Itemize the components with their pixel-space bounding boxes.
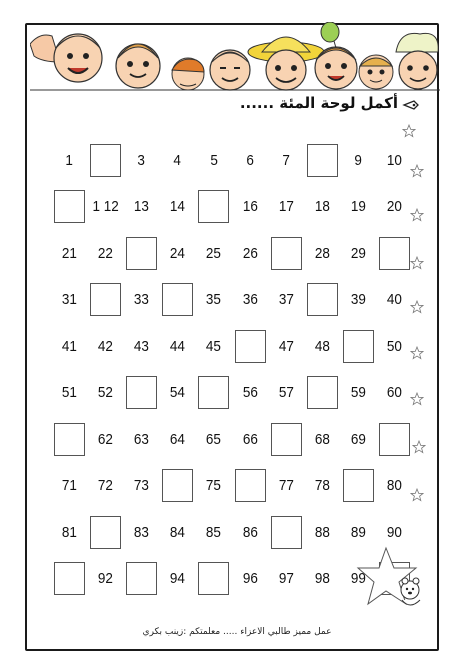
- number-cell: [197, 143, 231, 177]
- number-cell: [52, 469, 86, 503]
- blank-number-box[interactable]: [233, 469, 267, 503]
- number-label: 33: [133, 291, 149, 308]
- answer-box[interactable]: [198, 190, 229, 223]
- answer-box[interactable]: [162, 283, 193, 316]
- number-cell: [52, 376, 86, 410]
- blank-number-box[interactable]: [161, 283, 195, 317]
- answer-box[interactable]: [271, 423, 302, 456]
- star-icon: [410, 346, 424, 360]
- number-cell: [124, 422, 158, 456]
- number-label: 1: [65, 151, 73, 169]
- number-cell: [88, 190, 122, 224]
- number-label: 94: [170, 570, 186, 587]
- number-label: 84: [170, 523, 186, 541]
- number-label: 24: [170, 244, 186, 262]
- number-cell: [269, 143, 303, 177]
- number-cell: [342, 190, 376, 224]
- number-cell: [269, 329, 303, 363]
- number-cell: [197, 469, 231, 503]
- blank-number-box[interactable]: [269, 515, 303, 549]
- number-label: 31: [61, 291, 77, 308]
- number-cell: [197, 422, 231, 456]
- number-label: 72: [97, 477, 113, 494]
- number-label: 18: [314, 198, 330, 215]
- number-label: 4: [173, 151, 182, 169]
- number-cell: [378, 376, 412, 410]
- number-label: 88: [314, 523, 330, 541]
- number-label: 75: [206, 477, 222, 494]
- number-cell: [161, 422, 195, 456]
- blank-number-box[interactable]: [52, 190, 86, 224]
- number-label: 92: [97, 570, 113, 587]
- number-label: 36: [242, 291, 258, 308]
- number-cell: [124, 143, 158, 177]
- number-label: 6: [246, 151, 254, 169]
- number-label: 66: [242, 430, 258, 448]
- number-cell: [52, 515, 86, 549]
- blank-number-box[interactable]: [161, 469, 195, 503]
- number-cell: [52, 283, 86, 317]
- star-icon: [410, 300, 424, 314]
- answer-box[interactable]: [307, 144, 338, 177]
- number-cell: [233, 515, 267, 549]
- number-cell: [88, 236, 122, 270]
- answer-box[interactable]: [126, 237, 157, 270]
- number-cell: [124, 190, 158, 224]
- number-label: 9: [354, 151, 363, 169]
- blank-number-box[interactable]: [342, 469, 376, 503]
- number-label: 13: [133, 198, 149, 215]
- answer-box[interactable]: [162, 469, 193, 502]
- number-label: 3: [137, 151, 146, 169]
- number-label: 68: [314, 430, 330, 448]
- worksheet-footer: عمل مميز طالبي الاعزاء ..... معلمتكم :زينب بكري: [142, 627, 332, 637]
- star-icon: [410, 256, 424, 270]
- number-cell: [305, 562, 339, 596]
- teddy-star-image: [356, 546, 428, 612]
- number-cell: [378, 515, 412, 549]
- number-label: 26: [242, 244, 258, 262]
- number-cell: [124, 515, 158, 549]
- number-label: 20: [387, 198, 403, 215]
- number-label: 99: [351, 570, 367, 587]
- star-icon: [410, 208, 424, 222]
- number-cell: [342, 236, 376, 270]
- number-label: 90: [387, 523, 403, 541]
- number-cell: [52, 143, 86, 177]
- answer-box[interactable]: [126, 562, 157, 595]
- number-label: 43: [133, 337, 149, 355]
- number-cell: [88, 376, 122, 410]
- blank-number-box[interactable]: [305, 143, 339, 177]
- blank-number-box[interactable]: [88, 515, 122, 549]
- answer-box[interactable]: [198, 562, 229, 595]
- answer-box[interactable]: [343, 330, 374, 363]
- number-label: 52: [97, 384, 113, 401]
- number-cell: [161, 562, 195, 596]
- number-label: 73: [133, 477, 149, 494]
- blank-number-box[interactable]: [269, 236, 303, 270]
- number-cell: [342, 515, 376, 549]
- number-cell: [342, 283, 376, 317]
- number-label: 81: [61, 523, 77, 541]
- number-cell: [305, 422, 339, 456]
- blank-number-box[interactable]: [124, 236, 158, 270]
- number-label: 45: [206, 337, 222, 355]
- number-cell: [197, 329, 231, 363]
- answer-box[interactable]: [90, 516, 121, 549]
- answer-box[interactable]: [54, 562, 85, 595]
- number-cell: [52, 236, 86, 270]
- number-label: 50: [387, 337, 403, 355]
- number-cell: [161, 236, 195, 270]
- number-label: 28: [314, 244, 330, 262]
- number-cell: [197, 283, 231, 317]
- number-cell: [378, 329, 412, 363]
- number-label: 62: [97, 430, 113, 448]
- number-cell: [378, 283, 412, 317]
- number-cell: [161, 190, 195, 224]
- number-label: 41: [61, 337, 77, 355]
- number-label: 5: [210, 151, 218, 169]
- number-cell: [161, 143, 195, 177]
- number-cell: [233, 376, 267, 410]
- star-icon: [412, 440, 426, 454]
- number-label: 63: [133, 430, 149, 448]
- number-cell: [233, 236, 267, 270]
- blank-number-box[interactable]: [197, 562, 231, 596]
- number-cell: [124, 469, 158, 503]
- number-label: 44: [170, 337, 186, 355]
- number-label: 64: [170, 430, 186, 448]
- number-label: 35: [206, 291, 222, 308]
- number-label: 57: [278, 384, 294, 401]
- answer-box[interactable]: [54, 423, 85, 456]
- number-cell: [52, 329, 86, 363]
- number-cell: [197, 236, 231, 270]
- blank-number-box[interactable]: [88, 143, 122, 177]
- number-label: 51: [61, 384, 77, 401]
- number-label: 19: [351, 198, 367, 215]
- number-cell: [305, 190, 339, 224]
- answer-box[interactable]: [307, 283, 338, 316]
- answer-box[interactable]: [343, 469, 374, 502]
- number-label: 71: [61, 477, 77, 494]
- answer-box[interactable]: [235, 469, 266, 502]
- number-cell: [305, 469, 339, 503]
- number-cell: [305, 236, 339, 270]
- blank-number-box[interactable]: [52, 562, 86, 596]
- number-label: 22: [97, 244, 113, 262]
- number-cell: [88, 562, 122, 596]
- number-label: 98: [314, 570, 330, 587]
- number-cell: [269, 469, 303, 503]
- number-cell: [161, 376, 195, 410]
- answer-box[interactable]: [379, 237, 410, 270]
- number-cell: [378, 190, 412, 224]
- number-label: 97: [278, 570, 294, 587]
- blank-number-box[interactable]: [378, 236, 412, 270]
- number-label: 69: [351, 430, 367, 448]
- number-label: 37: [278, 291, 294, 308]
- blank-number-box[interactable]: [52, 422, 86, 456]
- number-label: 7: [282, 151, 290, 169]
- number-label: 89: [351, 523, 367, 541]
- answer-box[interactable]: [90, 144, 121, 177]
- number-label: 78: [314, 477, 330, 494]
- number-cell: [342, 422, 376, 456]
- blank-number-box[interactable]: [124, 562, 158, 596]
- number-cell: [233, 422, 267, 456]
- blank-number-box[interactable]: [197, 190, 231, 224]
- number-label: 42: [97, 337, 113, 355]
- star-icon: [410, 488, 424, 502]
- number-cell: [124, 283, 158, 317]
- number-label: 21: [61, 244, 77, 262]
- number-label: 39: [351, 291, 367, 308]
- number-cell: [269, 190, 303, 224]
- number-cell: [342, 143, 376, 177]
- answer-box[interactable]: [271, 516, 302, 549]
- star-icon: [410, 164, 424, 178]
- blank-number-box[interactable]: [378, 422, 412, 456]
- number-cell: [269, 283, 303, 317]
- number-label: 54: [170, 384, 186, 401]
- number-label: 17: [278, 198, 294, 215]
- number-label: 60: [387, 384, 403, 401]
- number-cell: [378, 143, 412, 177]
- number-cell: [378, 469, 412, 503]
- answer-box[interactable]: [54, 190, 85, 223]
- number-label: 14: [170, 198, 186, 215]
- number-label: 25: [206, 244, 222, 262]
- number-label: 10: [387, 151, 403, 169]
- answer-box[interactable]: [198, 376, 229, 409]
- number-cell: [269, 562, 303, 596]
- blank-number-box[interactable]: [342, 329, 376, 363]
- number-label: 86: [242, 523, 258, 541]
- number-label: 65: [206, 430, 222, 448]
- number-label: 59: [351, 384, 367, 401]
- blank-number-box[interactable]: [124, 376, 158, 410]
- number-cell: [233, 283, 267, 317]
- answer-box[interactable]: [90, 283, 121, 316]
- number-label: 85: [206, 523, 222, 541]
- blank-number-box[interactable]: [197, 376, 231, 410]
- worksheet-title: أكمل لوحة المئة ......: [239, 94, 398, 112]
- blank-number-box[interactable]: [305, 283, 339, 317]
- number-label: 40: [387, 291, 403, 308]
- number-label: 77: [278, 477, 294, 494]
- star-icon: [402, 124, 416, 138]
- number-cell: [124, 329, 158, 363]
- number-cell: [233, 562, 267, 596]
- number-cell: [233, 143, 267, 177]
- number-cell: [233, 190, 267, 224]
- number-label: 47: [278, 337, 294, 355]
- number-label: 1 12: [92, 198, 119, 215]
- number-cell: [161, 329, 195, 363]
- number-label: 96: [242, 570, 258, 587]
- blank-number-box[interactable]: [233, 329, 267, 363]
- answer-box[interactable]: [379, 423, 410, 456]
- answer-box[interactable]: [307, 376, 338, 409]
- number-cell: [88, 469, 122, 503]
- number-cell: [269, 376, 303, 410]
- number-label: 56: [242, 384, 258, 401]
- answer-box[interactable]: [235, 330, 266, 363]
- number-cell: [305, 515, 339, 549]
- answer-box[interactable]: [126, 376, 157, 409]
- number-label: 83: [133, 523, 149, 541]
- number-cell: [342, 376, 376, 410]
- number-cell: [305, 329, 339, 363]
- answer-box[interactable]: [271, 237, 302, 270]
- blank-number-box[interactable]: [305, 376, 339, 410]
- blank-number-box[interactable]: [269, 422, 303, 456]
- star-icon: [410, 392, 424, 406]
- number-cell: [197, 515, 231, 549]
- blank-number-box[interactable]: [88, 283, 122, 317]
- number-cell: [161, 515, 195, 549]
- number-label: 29: [351, 244, 367, 262]
- number-label: 80: [387, 477, 403, 494]
- number-cell: [88, 422, 122, 456]
- number-cell: [88, 329, 122, 363]
- number-label: 16: [242, 198, 258, 215]
- number-label: 48: [314, 337, 330, 355]
